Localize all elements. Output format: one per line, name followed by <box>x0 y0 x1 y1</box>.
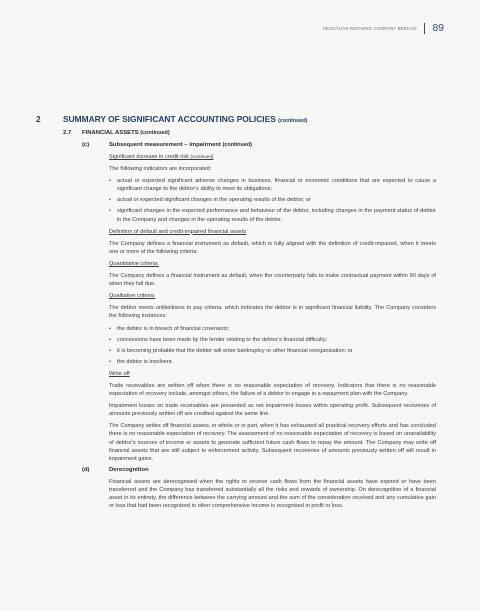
bullet-icon: • <box>109 336 111 343</box>
qualitative-heading: Qualitative criteria: <box>109 293 156 300</box>
item-c-heading <box>82 142 436 148</box>
item-c-title <box>109 142 252 148</box>
writeoff-paragraph-3: The Company writes off financial assets, in whole or in part, when it has exhausted all practical recovery efforts and has concluded there is no reasonable expectation of recovery. The assessment of no reasonable expectation of recovery is based on unavailability of debtor’s sources of income or assets to generate sufficient future cash flows to repay the amount. The Company may write off financial assets that are still subject to enforcement activity. Subsequent recoveries of amounts previously written off will result in impairment gains. <box>109 423 436 462</box>
quantitative-heading: Quantitative criteria: <box>109 260 159 267</box>
section-title-text: SUMMARY OF SIGNIFICANT ACCOUNTING POLICIES <box>63 114 276 124</box>
default-paragraph: The Company defines a financial instrument as default, which is fully aligned with the definition of credit-impaired, when it meets one or more of the following criteria: <box>109 240 436 255</box>
qualitative-bullet <box>109 358 436 366</box>
sicr-bullet-text: actual or expected significant changes in the operating results of the debtor; or <box>117 197 312 204</box>
item-d-heading <box>82 467 436 473</box>
subsection-number: 2.7 <box>63 130 72 136</box>
sicr-bullet-text: actual or expected significant adverse changes in business, financial or economic conditions that are expected to cause a significant change to the debtor’s ability to meet its obligations; <box>117 178 436 193</box>
sicr-bullet-text: significant changes in the expected performance and behaviour of the debtor, including changes in the payment status of debtor in the Company and changes in the operating results of the debtor. <box>117 208 436 223</box>
item-d-title: Derecognition <box>109 466 149 473</box>
item-c-continued: (continued) <box>222 142 252 148</box>
writeoff-heading: Write off <box>109 370 130 377</box>
qualitative-bullet-text: the debtor is in breach of financial covenants; <box>117 325 230 332</box>
qualitative-bullet-text: it is becoming probable that the debtor will enter bankruptcy or other financial reorganisation; or <box>117 347 353 354</box>
page-header <box>323 22 444 34</box>
bullet-icon: • <box>109 325 111 332</box>
qualitative-bullet <box>109 347 436 355</box>
sicr-heading-text: Significant increase in credit risk <box>109 154 189 160</box>
item-d-letter: (d) <box>82 466 90 473</box>
qualitative-bullet-text: the debtor is insolvent. <box>117 358 173 365</box>
bullet-icon: • <box>109 358 111 365</box>
sicr-bullet <box>109 207 436 223</box>
subsection-continued: (continued) <box>140 130 170 136</box>
default-heading: Definition of default and credit-impaired financial assets <box>109 228 247 235</box>
item-c-letter: (c) <box>82 142 90 148</box>
qualitative-bullet <box>109 336 436 344</box>
qualitative-bullet-text: concessions have been made by the lender relating to the debtor’s financial difficulty; <box>117 336 328 343</box>
qualitative-paragraph: The debtor meets unlikeliness to pay criteria, which indicates the debtor is in significant financial liability. The Company considers the following instances: <box>109 305 436 320</box>
page-number: 89 <box>432 22 444 34</box>
header-divider <box>424 23 426 34</box>
section-title <box>63 114 307 124</box>
derecognition-paragraph: Financial assets are derecognised when the rights to receive cash flows from the financial assets have expired or have been transferred and the Company has transferred substantially all the risks and rewards of ownership. On derecognition of a financial asset in its entirety, the difference between the carrying amount and the sum of the consideration received and any cumulative gain or loss that had been recognised in other comprehensive income is recognised in profit or loss. <box>109 478 436 510</box>
section-heading <box>36 114 436 124</box>
sicr-intro: The following indicators are incorporated: <box>109 166 212 173</box>
writeoff-paragraph-1: Trade receivables are written off when there is no reasonable expectation of recovery. Indicators that there is no reasonable expectation of recovery include, amongst others, the failure of a debtor to engage in a repayment plan with the Company. <box>109 382 436 398</box>
section-continued: (continued) <box>278 118 308 124</box>
bullet-icon: • <box>109 347 111 354</box>
company-name: HENGYUAN REFINING COMPANY BERHAD <box>322 25 417 31</box>
writeoff-paragraph-2: Impairment losses on trade receivables are presented as net impairment losses within operating profit. Subsequent recoveries of amounts previously written off are credited against the same line. <box>109 403 436 418</box>
subsection-title-text: FINANCIAL ASSETS <box>82 130 139 136</box>
sicr-heading <box>109 153 436 161</box>
subsection-heading <box>63 130 436 136</box>
item-d-body <box>109 478 436 510</box>
qualitative-bullet <box>109 325 436 333</box>
quantitative-paragraph: The Company defines a financial instrument as default, when the counterparty fails to make contractual payment within 90 days of when they fall due. <box>109 273 436 288</box>
sicr-heading-continued: (continued) <box>190 154 214 159</box>
document-content <box>36 114 436 514</box>
item-c-body <box>109 153 436 463</box>
sicr-bullet <box>109 177 436 193</box>
section-number: 2 <box>36 114 41 124</box>
bullet-icon: • <box>109 197 111 204</box>
subsection-title <box>82 130 170 136</box>
item-c-title-text: Subsequent measurement – impairment <box>109 142 221 148</box>
bullet-icon: • <box>109 178 111 185</box>
bullet-icon: • <box>109 208 111 215</box>
sicr-bullet <box>109 196 436 204</box>
